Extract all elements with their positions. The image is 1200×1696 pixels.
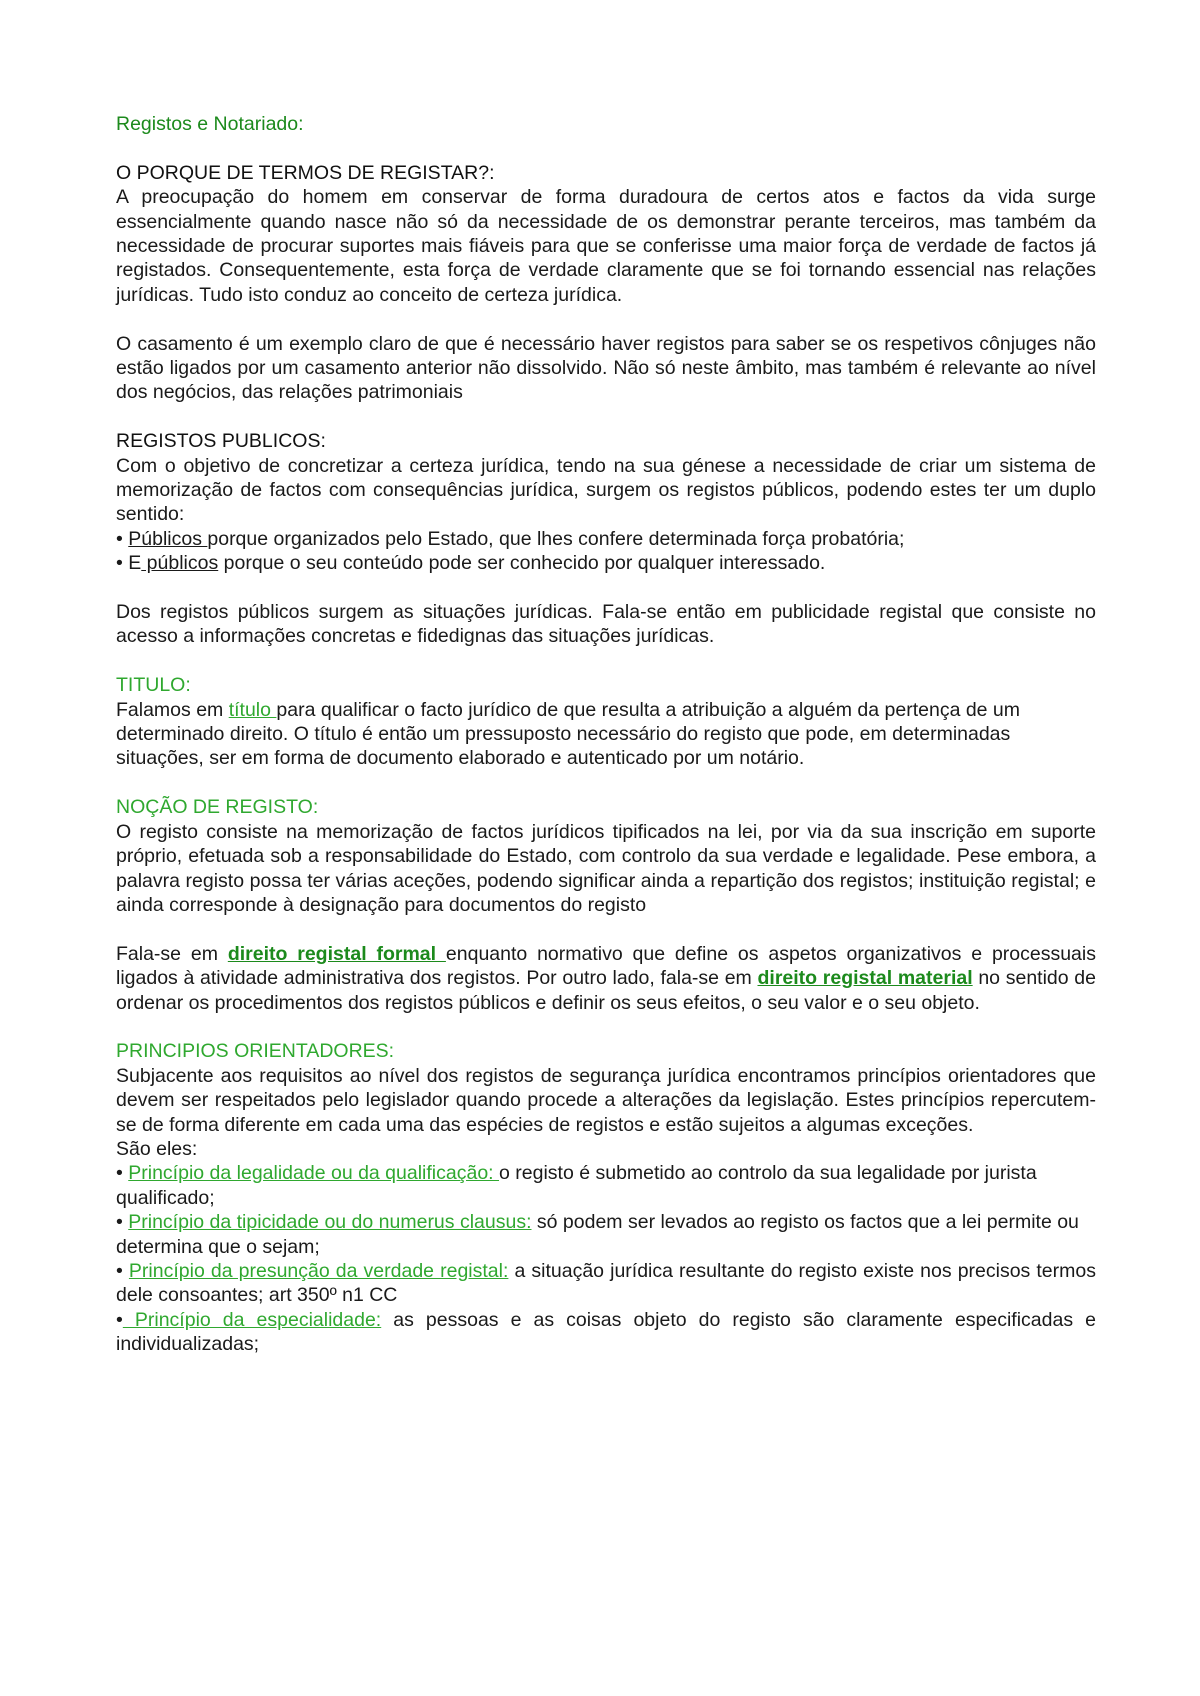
paragraph: Com o objetivo de concretizar a certeza jurídica, tendo na sua génese a necessidade de criar um sistema de memorização de factos com consequências jurídica, surgem os registos públicos, podendo estes ter um duplo sentido: [116,454,1096,526]
paragraph: Subjacente aos requisitos ao nível dos registos de segurança jurídica encontramos princípios orientadores que devem ser respeitados pelo legislador quando procede a alterações da legislação. Estes princípios repercutem-se de forma diferente em cada uma das espécies de registos e estão sujeitos a algumas exceções. [116,1064,1096,1136]
bullet-prefix: • [116,1259,129,1282]
titulo-link[interactable]: título [228,698,277,721]
publicos-link[interactable]: Públicos [128,527,208,550]
publicos-link-2[interactable]: públicos [141,552,219,575]
spacer [116,576,1096,600]
text-run: Falamos em [116,698,229,721]
paragraph: São eles: [116,1137,198,1160]
list-item [116,1210,1096,1259]
principio-tipicidade-link[interactable]: Princípio da tipicidade ou do numerus clausus: [128,1211,532,1234]
principio-legalidade-link[interactable]: Princípio da legalidade ou da qualificação: [128,1162,500,1185]
list-item-text: a situação jurídica resultante do registo existe nos precisos termos dele consoantes; art 350º n1 CC [116,1259,1096,1307]
bullet-prefix: • E [116,552,142,575]
paragraph: A preocupação do homem em conservar de forma duradoura de certos atos e factos da vida surge essencialmente quando nasce não só da necessidade de os demonstrar perante terceiros, mas também da necessidade de procurar suportes mais fiáveis para que se conferisse uma maior força de verdade de factos já registados. Consequentemente, esta força de verdade claramente que se foi tornando essencial nas relações jurídicas. Tudo isto conduz ao conceito de certeza jurídica. [116,186,1096,306]
list-item-text: só podem ser levados ao registo os factos que a lei permite ou determina que o sejam; [116,1211,1079,1258]
section-heading-principios: PRINCIPIOS ORIENTADORES: [116,1040,395,1063]
list-item-text: porque organizados pelo Estado, que lhes confere determinada força probatória; [207,527,905,550]
paragraph: O registo consiste na memorização de factos jurídicos tipificados na lei, por via da sua inscrição em suporte próprio, efetuada sob a responsabilidade do Estado, com controlo da sua verdade e legalidade. Pese embora, a palavra registo possa ter várias aceções, podendo significar ainda a repartição dos registos; instituição registal; e ainda corresponde à designação para documentos do registo [116,820,1096,916]
principio-presuncao-link[interactable]: Princípio da presunção da verdade registal: [128,1259,509,1282]
list-item [116,551,1096,575]
direito-registal-material-link[interactable]: direito registal material [757,967,973,990]
list-item [116,1161,1096,1210]
text-run: Fala-se em [116,942,228,965]
bullet-prefix: • [116,1211,129,1234]
list-item [116,1259,1096,1308]
section-heading-registos-publicos: REGISTOS PUBLICOS: [116,430,326,453]
section-heading-porque: O PORQUE DE TERMOS DE REGISTAR?: [116,161,495,184]
bullet-prefix: • [116,1308,123,1331]
list-item-text: porque o seu conteúdo pode ser conhecido por qualquer interessado. [218,552,826,575]
text-run: para qualificar o facto jurídico de que resulta a atribuição a alguém da pertença de um determinado direito. O título é então um pressuposto necessário do registo que pode, em determinadas situações, ser em forma de documento elaborado e autenticado por um notário. [116,698,1021,770]
list-item-text: o registo é submetido ao controlo da sua legalidade por jurista qualificado; [116,1162,1037,1209]
text-run: enquanto normativo que define os aspetos organizativos e processuais ligados à atividade administrativa dos registos. Por outro lado, fala-se em [116,942,1096,990]
paragraph: Dos registos públicos surgem as situações jurídicas. Fala-se então em publicidade registal que consiste no acesso a informações concretas e fidedignas das situações jurídicas. [116,601,1096,648]
text-run: no sentido de ordenar os procedimentos dos registos públicos e definir os seus efeitos, o seu valor e o seu objeto. [116,967,1096,1014]
document-page [116,112,1096,1357]
bullet-prefix: • [116,527,129,550]
list-item-text: as pessoas e as coisas objeto do registo são claramente especificadas e individualizadas; [116,1308,1096,1356]
list-item [116,1308,1096,1357]
bullet-list-publicos [116,527,1096,576]
paragraph: O casamento é um exemplo claro de que é necessário haver registos para saber se os respetivos cônjuges não estão ligados por um casamento anterior não dissolvido. Não só neste âmbito, mas também é relevante ao nível dos negócios, das relações patrimoniais [116,332,1096,404]
paragraph [116,942,1096,1015]
list-item [116,527,1096,551]
section-heading-titulo: TITULO: [116,674,191,697]
principio-especialidade-link[interactable]: Princípio da especialidade: [122,1308,382,1331]
paragraph [116,698,1096,771]
section-heading-nocao-de-registo: NOÇÃO DE REGISTO: [116,796,319,819]
direito-registal-formal-link[interactable]: direito registal formal [227,942,446,965]
bullet-prefix: • [116,1162,129,1185]
principles-list [116,1161,1096,1356]
document-title: Registos e Notariado: [116,113,304,135]
